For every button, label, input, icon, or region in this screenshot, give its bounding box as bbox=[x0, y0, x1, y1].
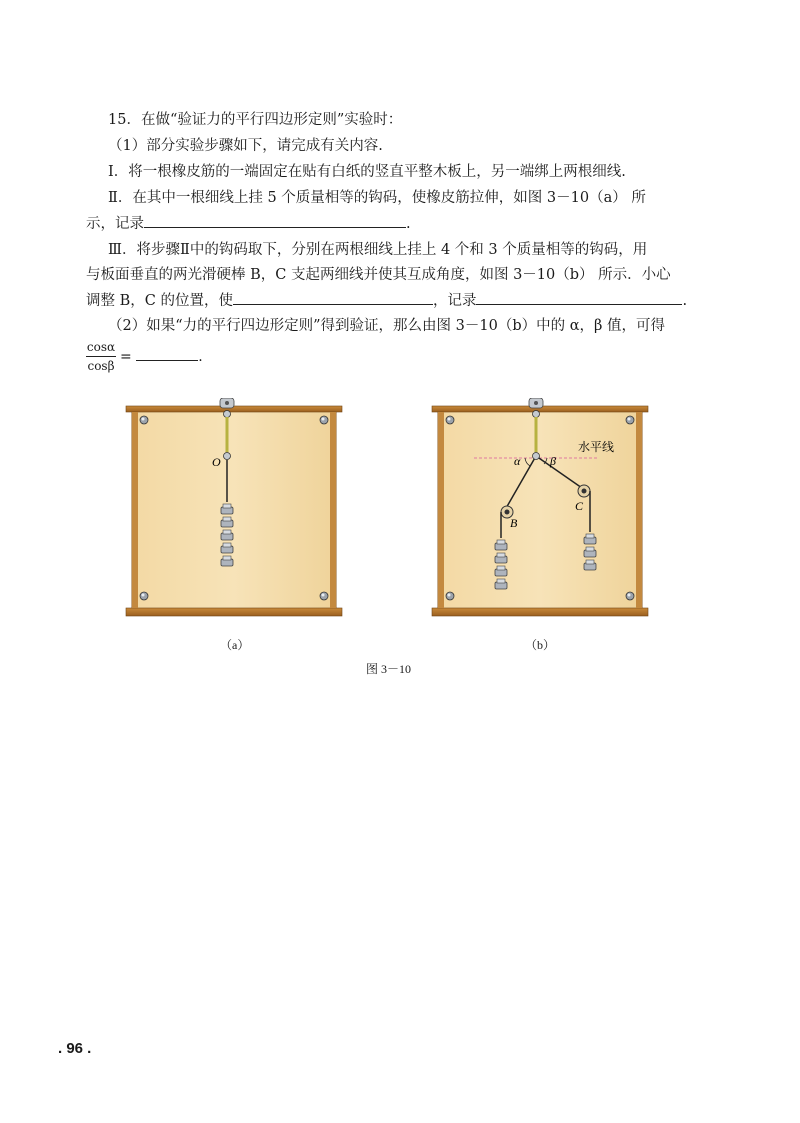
step-2-line2: 示，记录 . bbox=[86, 213, 411, 234]
pulley-c-label: C bbox=[575, 499, 584, 513]
point-o-label: O bbox=[212, 455, 221, 469]
step-1: Ⅰ．将一根橡皮筋的一端固定在贴有白纸的竖直平整木板上，另一端绑上两根细线. bbox=[108, 164, 626, 180]
step-3-line2: 与板面垂直的两光滑硬棒 B，C 支起两细线并使其互成角度，如图 3－10（b） 所示．小心 bbox=[86, 267, 671, 283]
answer-blank-1 bbox=[144, 213, 406, 228]
part2-instruction: （2）如果“力的平行四边形定则”得到验证，那么由图 3－10（b）中的 α，β 值，可得 bbox=[108, 318, 666, 334]
alpha-label: α bbox=[514, 454, 521, 468]
part1-instruction: （1）部分实验步骤如下，请完成有关内容. bbox=[108, 138, 383, 154]
answer-blank-4 bbox=[136, 346, 198, 361]
horizontal-line-label: 水平线 bbox=[578, 440, 615, 454]
answer-line: = . bbox=[120, 346, 203, 365]
cos-ratio-fraction bbox=[86, 340, 116, 373]
figure-b bbox=[430, 398, 650, 624]
caption-b: （b） bbox=[525, 638, 556, 652]
figure-a bbox=[124, 398, 344, 624]
fraction-denominator: cosβ bbox=[87, 359, 115, 373]
fraction-bar bbox=[86, 356, 116, 357]
step-2-line1: Ⅱ．在其中一根细线上挂 5 个质量相等的钩码，使橡皮筋拉伸，如图 3－10（a） 所 bbox=[108, 190, 646, 206]
question-title: 15．在做“验证力的平行四边形定则”实验时： bbox=[108, 112, 403, 128]
caption-a: （a） bbox=[220, 638, 250, 652]
step-3-line3: 调整 B，C 的位置，使 ，记录 . bbox=[86, 290, 687, 311]
pulley-b-label: B bbox=[510, 516, 518, 530]
answer-blank-3 bbox=[476, 290, 682, 305]
beta-label: β bbox=[550, 454, 556, 468]
page-number: . 96 . bbox=[58, 1040, 92, 1057]
answer-blank-2 bbox=[233, 290, 433, 305]
step-3-line1: Ⅲ．将步骤Ⅱ中的钩码取下，分别在两根细线上挂上 4 个和 3 个质量相等的钩码，用 bbox=[108, 242, 648, 258]
fraction-numerator: cosα bbox=[86, 340, 116, 354]
figure-caption: 图 3－10 bbox=[366, 662, 412, 676]
